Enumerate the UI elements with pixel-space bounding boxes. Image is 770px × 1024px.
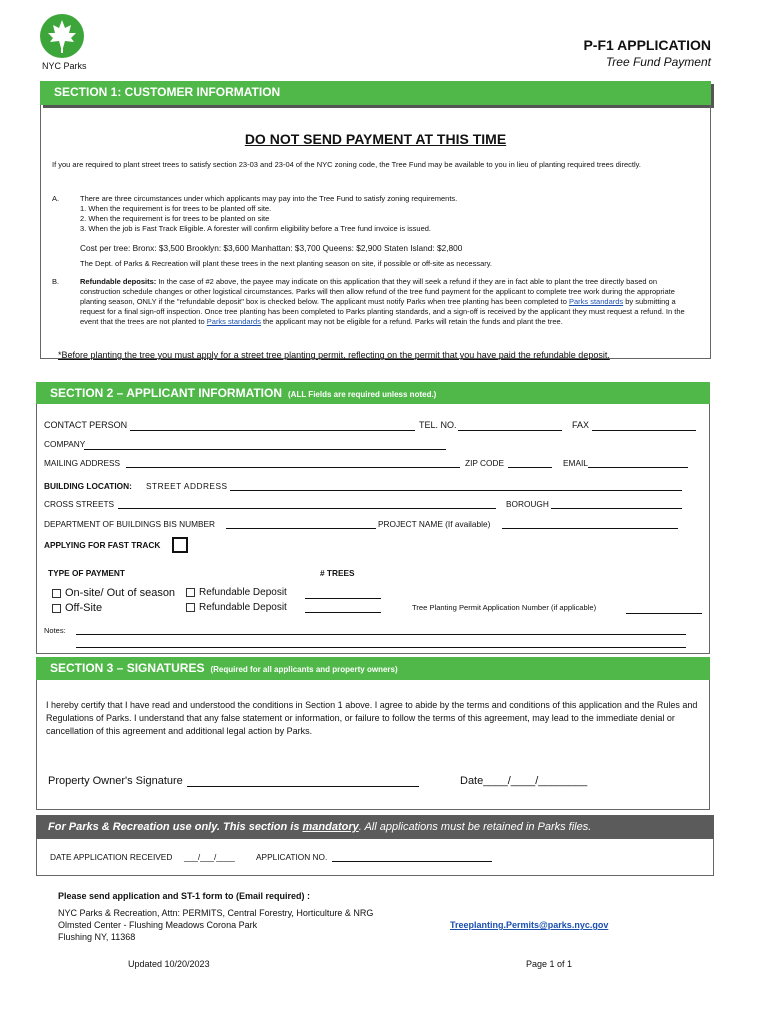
notes-field-2[interactable] xyxy=(76,638,686,648)
section2-heading xyxy=(36,382,710,404)
fax-label: FAX xyxy=(572,420,590,430)
contact-person-label: CONTACT PERSON xyxy=(44,420,128,430)
section1-heading xyxy=(40,81,711,105)
notes-field-1[interactable] xyxy=(76,625,686,635)
contact-person-field[interactable] xyxy=(130,421,415,431)
onsite-option[interactable] xyxy=(52,587,175,599)
item-a-letter: A. xyxy=(52,194,60,203)
zip-label: ZIP CODE xyxy=(465,458,505,468)
permit-app-label: Tree Planting Permit Application Number (if applicable) xyxy=(412,603,597,612)
item-b-letter: B. xyxy=(52,277,60,286)
app-no-label: APPLICATION NO. xyxy=(256,852,328,862)
dob-bis-field[interactable] xyxy=(226,519,376,529)
item-a-3: 3. When the job is Fast Track Eligible. A forester will confirm eligibility before a Tree fund invoice is issued. xyxy=(80,224,431,233)
permit-app-field[interactable] xyxy=(626,604,702,614)
refundable-option-2[interactable] xyxy=(186,602,287,613)
dob-bis-label: DEPARTMENT OF BUILDINGS BIS NUMBER xyxy=(44,519,216,529)
type-of-payment-label: TYPE OF PAYMENT xyxy=(48,568,125,578)
parks-use-heading xyxy=(36,815,714,839)
owner-signature-label: Property Owner's Signature xyxy=(48,775,183,787)
project-name-label: PROJECT NAME (If available) xyxy=(378,519,491,529)
cross-streets-field[interactable] xyxy=(118,499,496,509)
date-received-field[interactable]: ___/___/____ xyxy=(184,852,235,862)
date-label-text: Date xyxy=(460,775,484,787)
date-received-label: DATE APPLICATION RECEIVED xyxy=(50,852,173,862)
b-text-1: In the case of #2 above, the payee may indicate on this application that they will seek a refund if they are in fact able to plant the tree directly based on construction schedule changes or other logistical circumstances. Parks will then allow refund of the tree fund payment for the applicant to complete tree work during the appropriate planting season, ONLY if the "refundable deposit" box is checked below. The applicant must notify Parks when tree planting has been completed to xyxy=(80,277,675,306)
company-field[interactable] xyxy=(84,440,446,450)
onsite-checkbox[interactable] xyxy=(52,589,61,598)
section3-heading xyxy=(36,657,710,680)
send-heading: Please send application and ST-1 form to (Email required) : xyxy=(58,891,311,901)
section3-heading-text: SECTION 3 – SIGNATURES xyxy=(50,661,205,675)
logo-text: NYC Parks xyxy=(42,61,87,71)
zip-field[interactable] xyxy=(508,458,552,468)
refundable-label: Refundable deposits: xyxy=(80,277,157,286)
certification-text: I hereby certify that I have read and understood the conditions in Section 1 above. I agree to abide by the terms and conditions of this application and the Rules and Regulations of Parks. I understand that any false statement or information, or failure to follow the terms of this agreement, may lead to the immediate denial or cancellation of this agreement and additional legal action by Parks. xyxy=(46,700,698,736)
parks-use-heading-a: For Parks & Recreation use only. This section is xyxy=(48,821,303,833)
borough-field[interactable] xyxy=(551,499,682,509)
email-field[interactable] xyxy=(588,458,688,468)
tel-field[interactable] xyxy=(458,421,562,431)
offsite-label: Off-Site xyxy=(65,602,103,614)
mailing-address-label: MAILING ADDRESS xyxy=(44,458,121,468)
offsite-option[interactable] xyxy=(52,602,102,614)
num-trees-label: # TREES xyxy=(320,568,355,578)
refundable-label-1: Refundable Deposit xyxy=(199,587,287,598)
do-not-send-notice: DO NOT SEND PAYMENT AT THIS TIME xyxy=(244,131,507,147)
street-address-field[interactable] xyxy=(230,481,682,491)
item-a-1: 1. When the requirement is for trees to be planted off site. xyxy=(80,204,272,213)
section2-heading-text: SECTION 2 – APPLICANT INFORMATION xyxy=(50,386,283,400)
parks-standards-link-1[interactable]: Parks standards xyxy=(568,297,624,306)
section3-heading-note: (Required for all applicants and property owners) xyxy=(210,665,398,674)
parks-use-heading-mandatory: mandatory xyxy=(302,821,359,833)
onsite-label: On-site/ Out of season xyxy=(65,587,176,599)
address-line-1: NYC Parks & Recreation, Attn: PERMITS, Central Forestry, Horticulture & NRG xyxy=(58,908,374,918)
item-a-text: There are three circumstances under which applicants may pay into the Tree Fund to satisfy zoning requirements. xyxy=(80,194,458,203)
fast-track-label: APPLYING FOR FAST TRACK xyxy=(44,540,161,550)
item-a-2: 2. When the requirement is for trees to be planted on site xyxy=(80,214,270,223)
dept-note: The Dept. of Parks & Recreation will plant these trees in the next planting season on site, if possible or off-site as necessary. xyxy=(80,259,493,268)
refundable-checkbox-1[interactable] xyxy=(186,588,195,597)
app-no-field[interactable] xyxy=(332,852,492,862)
fast-track-checkbox[interactable] xyxy=(172,537,188,553)
address-line-3: Flushing NY, 11368 xyxy=(58,932,136,942)
refundable-option-1[interactable] xyxy=(186,587,287,598)
parks-standards-link-2[interactable]: Parks standards xyxy=(206,317,261,326)
street-address-label: STREET ADDRESS xyxy=(146,481,228,491)
date-label[interactable] xyxy=(460,775,587,787)
offsite-trees-field[interactable] xyxy=(305,603,381,613)
b-text-2: by submitting a request for a final sign-off inspection. Once tree planting has been completed to Parks planting standards, and a sign-off is received by the applicant they must request a refund. In the event that the trees are not planted to xyxy=(80,297,685,326)
fax-field[interactable] xyxy=(592,421,696,431)
section1-heading-text: SECTION 1: CUSTOMER INFORMATION xyxy=(54,85,281,99)
permits-email-link[interactable]: Treeplanting.Permits@parks.nyc.gov xyxy=(450,920,609,930)
tel-label: TEL. NO. xyxy=(419,420,457,430)
section2-heading-note: (ALL Fields are required unless noted.) xyxy=(288,390,437,399)
b-text-3: the applicant may not be eligible for a refund. Parks will retain the funds and plant the tree. xyxy=(260,317,563,326)
nyc-parks-logo-icon xyxy=(40,14,84,58)
email-label: EMAIL xyxy=(563,458,588,468)
page-number: Page 1 of 1 xyxy=(526,959,573,969)
borough-label: BOROUGH xyxy=(506,499,549,509)
onsite-trees-field[interactable] xyxy=(305,589,381,599)
form-title: P-F1 APPLICATION xyxy=(583,37,711,53)
updated-date: Updated 10/20/2023 xyxy=(128,959,210,969)
refundable-label-2: Refundable Deposit xyxy=(199,602,287,613)
refundable-checkbox-2[interactable] xyxy=(186,603,195,612)
section1-footnote: *Before planting the tree you must apply for a street tree planting permit, reflecting on the permit that you have paid the refundable deposit. xyxy=(58,350,610,360)
mailing-address-field[interactable] xyxy=(126,458,460,468)
company-label: COMPANY xyxy=(44,439,86,449)
item-b-text xyxy=(80,277,695,327)
date-field[interactable]: ____/____/________ xyxy=(483,775,588,787)
form-subtitle: Tree Fund Payment xyxy=(605,55,711,69)
cross-streets-label: CROSS STREETS xyxy=(44,499,115,509)
offsite-checkbox[interactable] xyxy=(52,604,61,613)
notes-label: Notes: xyxy=(44,626,66,635)
building-location-label: BUILDING LOCATION: xyxy=(44,481,132,491)
address-line-2: Olmsted Center - Flushing Meadows Corona Park xyxy=(58,920,258,930)
cost-per-tree: Cost per tree: Bronx: $3,500 Brooklyn: $3,600 Manhattan: $3,700 Queens: $2,900 Staten Island: $2,800 xyxy=(80,243,463,253)
parks-use-heading-c: . All applications must be retained in Parks files. xyxy=(358,821,592,833)
owner-signature-field[interactable] xyxy=(187,777,419,787)
section1-intro: If you are required to plant street trees to satisfy section 23-03 and 23-04 of the NYC zoning code, the Tree Fund may be available to you in lieu of planting required trees directly. xyxy=(52,160,641,169)
project-name-field[interactable] xyxy=(502,519,678,529)
